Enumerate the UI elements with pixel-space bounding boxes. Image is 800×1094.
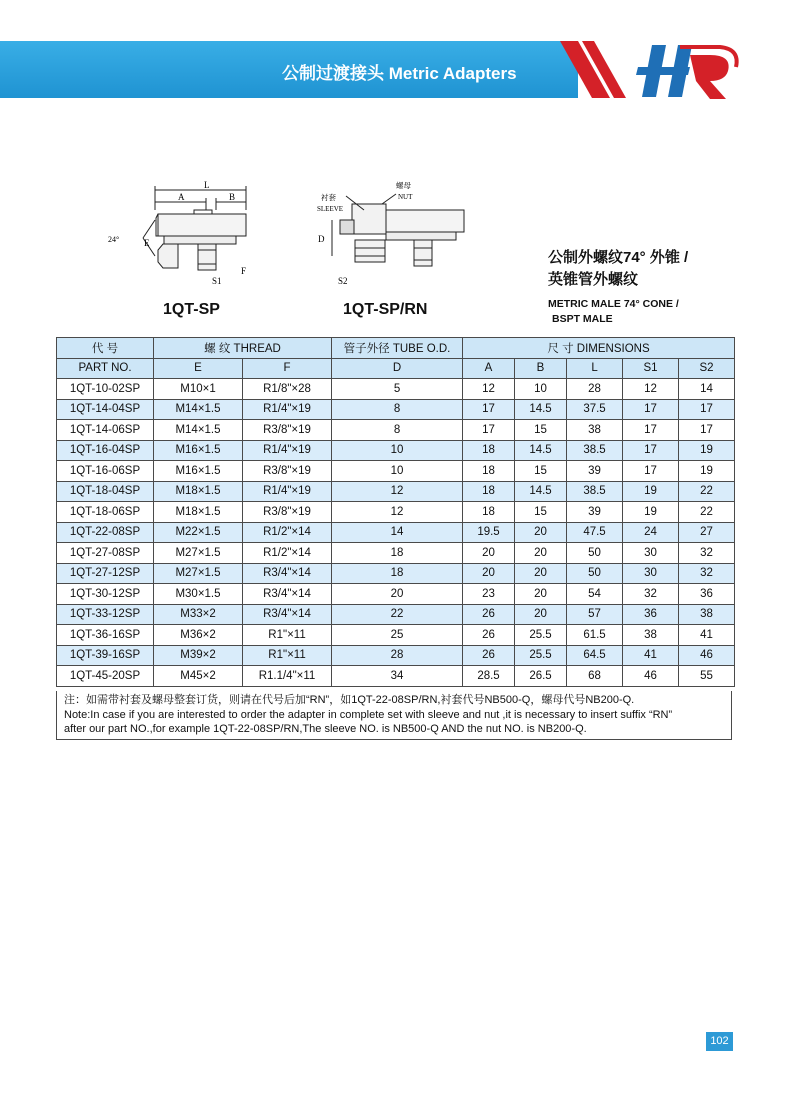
table-cell: 10 bbox=[332, 461, 463, 482]
table-cell: M33×2 bbox=[154, 604, 243, 625]
description-en-line2: BSPT MALE bbox=[552, 313, 613, 325]
table-cell: 68 bbox=[567, 666, 623, 687]
header-col: L bbox=[567, 358, 623, 379]
table-cell: 1QT-14-06SP bbox=[57, 420, 154, 441]
table-cell: 38 bbox=[679, 604, 735, 625]
table-cell: 28.5 bbox=[463, 666, 515, 687]
table-cell: R1"×11 bbox=[243, 645, 332, 666]
table-cell: 50 bbox=[567, 543, 623, 564]
table-row bbox=[57, 461, 735, 482]
table-row bbox=[57, 420, 735, 441]
figure-1qt-sp bbox=[108, 180, 278, 290]
table-cell: 47.5 bbox=[567, 522, 623, 543]
table-cell: M36×2 bbox=[154, 625, 243, 646]
table-cell: M18×1.5 bbox=[154, 502, 243, 523]
figure-1qt-sp-rn bbox=[310, 180, 480, 290]
table-cell: 20 bbox=[515, 584, 567, 605]
table-cell: R3/4"×14 bbox=[243, 604, 332, 625]
table-cell: 20 bbox=[332, 584, 463, 605]
table-row bbox=[57, 399, 735, 420]
table-cell: 38.5 bbox=[567, 440, 623, 461]
dim-D: D bbox=[318, 234, 325, 244]
table-cell: 46 bbox=[623, 666, 679, 687]
table-cell: 1QT-10-02SP bbox=[57, 379, 154, 400]
label-nut-en: NUT bbox=[398, 193, 413, 201]
table-row bbox=[57, 645, 735, 666]
table-cell: 39 bbox=[567, 461, 623, 482]
table-cell: M16×1.5 bbox=[154, 461, 243, 482]
table-cell: R1/4"×19 bbox=[243, 440, 332, 461]
table-cell: M18×1.5 bbox=[154, 481, 243, 502]
table-cell: R3/8"×19 bbox=[243, 461, 332, 482]
table-cell: 46 bbox=[679, 645, 735, 666]
table-cell: 1QT-18-04SP bbox=[57, 481, 154, 502]
table-cell: 37.5 bbox=[567, 399, 623, 420]
table-row bbox=[57, 604, 735, 625]
table-cell: M27×1.5 bbox=[154, 543, 243, 564]
table-cell: M27×1.5 bbox=[154, 563, 243, 584]
table-cell: 15 bbox=[515, 461, 567, 482]
table-cell: M14×1.5 bbox=[154, 399, 243, 420]
spec-table bbox=[56, 337, 735, 687]
dim-E: E bbox=[144, 238, 150, 248]
table-cell: 38 bbox=[623, 625, 679, 646]
order-note bbox=[56, 691, 732, 740]
table-cell: 22 bbox=[679, 481, 735, 502]
table-cell: 25.5 bbox=[515, 645, 567, 666]
table-cell: M45×2 bbox=[154, 666, 243, 687]
note-line-en-2: after our part NO.,for example 1QT-22-08SP/RN,The sleeve NO. is NB500-Q AND the nut NO. is NB200-Q. bbox=[64, 723, 587, 735]
table-cell: M30×1.5 bbox=[154, 584, 243, 605]
table-cell: 10 bbox=[332, 440, 463, 461]
table-cell: 1QT-22-08SP bbox=[57, 522, 154, 543]
table-cell: 22 bbox=[679, 502, 735, 523]
table-cell: 18 bbox=[332, 543, 463, 564]
table-cell: 18 bbox=[463, 440, 515, 461]
table-row bbox=[57, 563, 735, 584]
table-cell: R3/4"×14 bbox=[243, 563, 332, 584]
description-en-line1: METRIC MALE 74° CONE / bbox=[548, 298, 679, 310]
table-cell: 17 bbox=[623, 399, 679, 420]
table-cell: 20 bbox=[463, 563, 515, 584]
table-cell: R1/2"×14 bbox=[243, 522, 332, 543]
dim-A: A bbox=[178, 192, 185, 202]
table-cell: 41 bbox=[679, 625, 735, 646]
table-cell: 55 bbox=[679, 666, 735, 687]
table-row bbox=[57, 625, 735, 646]
header-thread: 螺 纹 THREAD bbox=[154, 338, 332, 359]
table-cell: 26 bbox=[463, 604, 515, 625]
table-cell: 15 bbox=[515, 502, 567, 523]
table-row bbox=[57, 543, 735, 564]
table-cell: 18 bbox=[463, 481, 515, 502]
table-cell: 32 bbox=[679, 563, 735, 584]
table-cell: R1/4"×19 bbox=[243, 399, 332, 420]
label-sleeve-en: SLEEVE bbox=[317, 205, 344, 213]
table-cell: 61.5 bbox=[567, 625, 623, 646]
table-cell: 8 bbox=[332, 420, 463, 441]
table-cell: 1QT-27-12SP bbox=[57, 563, 154, 584]
header-col: B bbox=[515, 358, 567, 379]
table-cell: 1QT-14-04SP bbox=[57, 399, 154, 420]
table-cell: M22×1.5 bbox=[154, 522, 243, 543]
table-cell: 12 bbox=[623, 379, 679, 400]
table-cell: 41 bbox=[623, 645, 679, 666]
table-cell: 19 bbox=[623, 481, 679, 502]
table-cell: 18 bbox=[332, 563, 463, 584]
table-cell: 12 bbox=[463, 379, 515, 400]
table-cell: 19.5 bbox=[463, 522, 515, 543]
table-row bbox=[57, 522, 735, 543]
dim-L: L bbox=[204, 180, 210, 190]
table-cell: 20 bbox=[515, 522, 567, 543]
table-cell: 1QT-33-12SP bbox=[57, 604, 154, 625]
banner-title: 公制过渡接头 Metric Adapters bbox=[282, 64, 517, 83]
table-cell: 1QT-16-04SP bbox=[57, 440, 154, 461]
table-row bbox=[57, 666, 735, 687]
table-cell: 12 bbox=[332, 481, 463, 502]
dim-S2: S2 bbox=[338, 276, 348, 286]
description-cn-line1: 公制外螺纹74° 外锥 / bbox=[548, 249, 689, 266]
header-col: S2 bbox=[679, 358, 735, 379]
table-row bbox=[57, 584, 735, 605]
table-row bbox=[57, 481, 735, 502]
table-cell: 36 bbox=[679, 584, 735, 605]
table-cell: 26 bbox=[463, 645, 515, 666]
dim-S1: S1 bbox=[212, 276, 222, 286]
table-cell: 50 bbox=[567, 563, 623, 584]
table-cell: 1QT-18-06SP bbox=[57, 502, 154, 523]
table-cell: 19 bbox=[623, 502, 679, 523]
table-cell: 1QT-27-08SP bbox=[57, 543, 154, 564]
table-row bbox=[57, 502, 735, 523]
table-cell: 19 bbox=[679, 461, 735, 482]
table-cell: 20 bbox=[515, 604, 567, 625]
table-cell: 27 bbox=[679, 522, 735, 543]
table-cell: 57 bbox=[567, 604, 623, 625]
table-cell: 18 bbox=[463, 461, 515, 482]
table-cell: 5 bbox=[332, 379, 463, 400]
table-cell: 1QT-36-16SP bbox=[57, 625, 154, 646]
table-cell: 24 bbox=[623, 522, 679, 543]
description-en bbox=[548, 297, 679, 327]
table-cell: R1/8"×28 bbox=[243, 379, 332, 400]
table-cell: 17 bbox=[679, 420, 735, 441]
figure-label-1qt-sp-rn: 1QT-SP/RN bbox=[343, 301, 428, 318]
table-cell: M39×2 bbox=[154, 645, 243, 666]
table-cell: 18 bbox=[463, 502, 515, 523]
table-cell: 17 bbox=[463, 399, 515, 420]
table-cell: R1"×11 bbox=[243, 625, 332, 646]
table-cell: 14.5 bbox=[515, 399, 567, 420]
table-cell: M14×1.5 bbox=[154, 420, 243, 441]
table-cell: 17 bbox=[623, 420, 679, 441]
table-cell: 26.5 bbox=[515, 666, 567, 687]
table-cell: 1QT-30-12SP bbox=[57, 584, 154, 605]
header-tube-od: 管子外径 TUBE O.D. bbox=[332, 338, 463, 359]
table-cell: 14 bbox=[332, 522, 463, 543]
table-cell: 32 bbox=[679, 543, 735, 564]
table-cell: 28 bbox=[567, 379, 623, 400]
table-cell: 25 bbox=[332, 625, 463, 646]
table-cell: 1QT-16-06SP bbox=[57, 461, 154, 482]
header-dimensions: 尺 寸 DIMENSIONS bbox=[463, 338, 735, 359]
table-cell: 38.5 bbox=[567, 481, 623, 502]
table-cell: 28 bbox=[332, 645, 463, 666]
table-cell: 20 bbox=[463, 543, 515, 564]
table-cell: 30 bbox=[623, 563, 679, 584]
table-cell: 14 bbox=[679, 379, 735, 400]
label-sleeve-cn: 衬套 bbox=[321, 193, 336, 202]
table-cell: 8 bbox=[332, 399, 463, 420]
company-logo bbox=[560, 37, 800, 103]
table-cell: R3/4"×14 bbox=[243, 584, 332, 605]
label-nut-cn: 螺母 bbox=[396, 181, 411, 190]
table-cell: 39 bbox=[567, 502, 623, 523]
table-cell: 36 bbox=[623, 604, 679, 625]
table-cell: 17 bbox=[623, 440, 679, 461]
table-cell: R1/4"×19 bbox=[243, 481, 332, 502]
header-col: PART NO. bbox=[57, 358, 154, 379]
table-row bbox=[57, 440, 735, 461]
table-cell: 20 bbox=[515, 563, 567, 584]
table-cell: R1/2"×14 bbox=[243, 543, 332, 564]
description-cn-line2: 英锥管外螺纹 bbox=[548, 271, 639, 288]
table-cell: 30 bbox=[623, 543, 679, 564]
table-cell: 34 bbox=[332, 666, 463, 687]
table-cell: 17 bbox=[679, 399, 735, 420]
table-cell: 10 bbox=[515, 379, 567, 400]
table-cell: 1QT-39-16SP bbox=[57, 645, 154, 666]
table-cell: 38 bbox=[567, 420, 623, 441]
table-cell: 23 bbox=[463, 584, 515, 605]
table-cell: 64.5 bbox=[567, 645, 623, 666]
header-col: D bbox=[332, 358, 463, 379]
header-col: E bbox=[154, 358, 243, 379]
header-banner bbox=[0, 37, 800, 103]
table-cell: 14.5 bbox=[515, 440, 567, 461]
table-cell: 25.5 bbox=[515, 625, 567, 646]
header-col: A bbox=[463, 358, 515, 379]
dim-angle: 24° bbox=[108, 235, 120, 244]
table-cell: M16×1.5 bbox=[154, 440, 243, 461]
table-cell: 14.5 bbox=[515, 481, 567, 502]
page-number: 102 bbox=[706, 1032, 733, 1051]
note-line-en-1: Note:In case if you are interested to order the adapter in complete set with sleeve and nut ,it is necessary to insert suffix “RN” bbox=[64, 708, 673, 721]
table-cell: M10×1 bbox=[154, 379, 243, 400]
table-cell: 15 bbox=[515, 420, 567, 441]
table-cell: 22 bbox=[332, 604, 463, 625]
dim-F: F bbox=[241, 266, 247, 276]
table-cell: R1.1/4"×11 bbox=[243, 666, 332, 687]
table-cell: 26 bbox=[463, 625, 515, 646]
note-line-cn: 注：如需带衬套及螺母整套订货，则请在代号后加“RN”，如1QT-22-08SP/RN,衬套代号NB500-Q，螺母代号NB200-Q. bbox=[64, 694, 635, 706]
table-cell: R3/8"×19 bbox=[243, 502, 332, 523]
table-header-row-2 bbox=[57, 358, 735, 379]
table-cell: 1QT-45-20SP bbox=[57, 666, 154, 687]
table-cell: 20 bbox=[515, 543, 567, 564]
header-col: S1 bbox=[623, 358, 679, 379]
table-cell: 12 bbox=[332, 502, 463, 523]
description-cn bbox=[548, 247, 688, 291]
figure-label-1qt-sp: 1QT-SP bbox=[163, 301, 220, 318]
table-cell: 17 bbox=[623, 461, 679, 482]
table-header-row-1 bbox=[57, 338, 735, 359]
table-cell: 54 bbox=[567, 584, 623, 605]
table-row bbox=[57, 379, 735, 400]
table-cell: 19 bbox=[679, 440, 735, 461]
table-cell: 17 bbox=[463, 420, 515, 441]
table-cell: R3/8"×19 bbox=[243, 420, 332, 441]
header-col: F bbox=[243, 358, 332, 379]
header-code: 代 号 bbox=[57, 338, 154, 359]
table-cell: 32 bbox=[623, 584, 679, 605]
dim-B: B bbox=[229, 192, 236, 202]
